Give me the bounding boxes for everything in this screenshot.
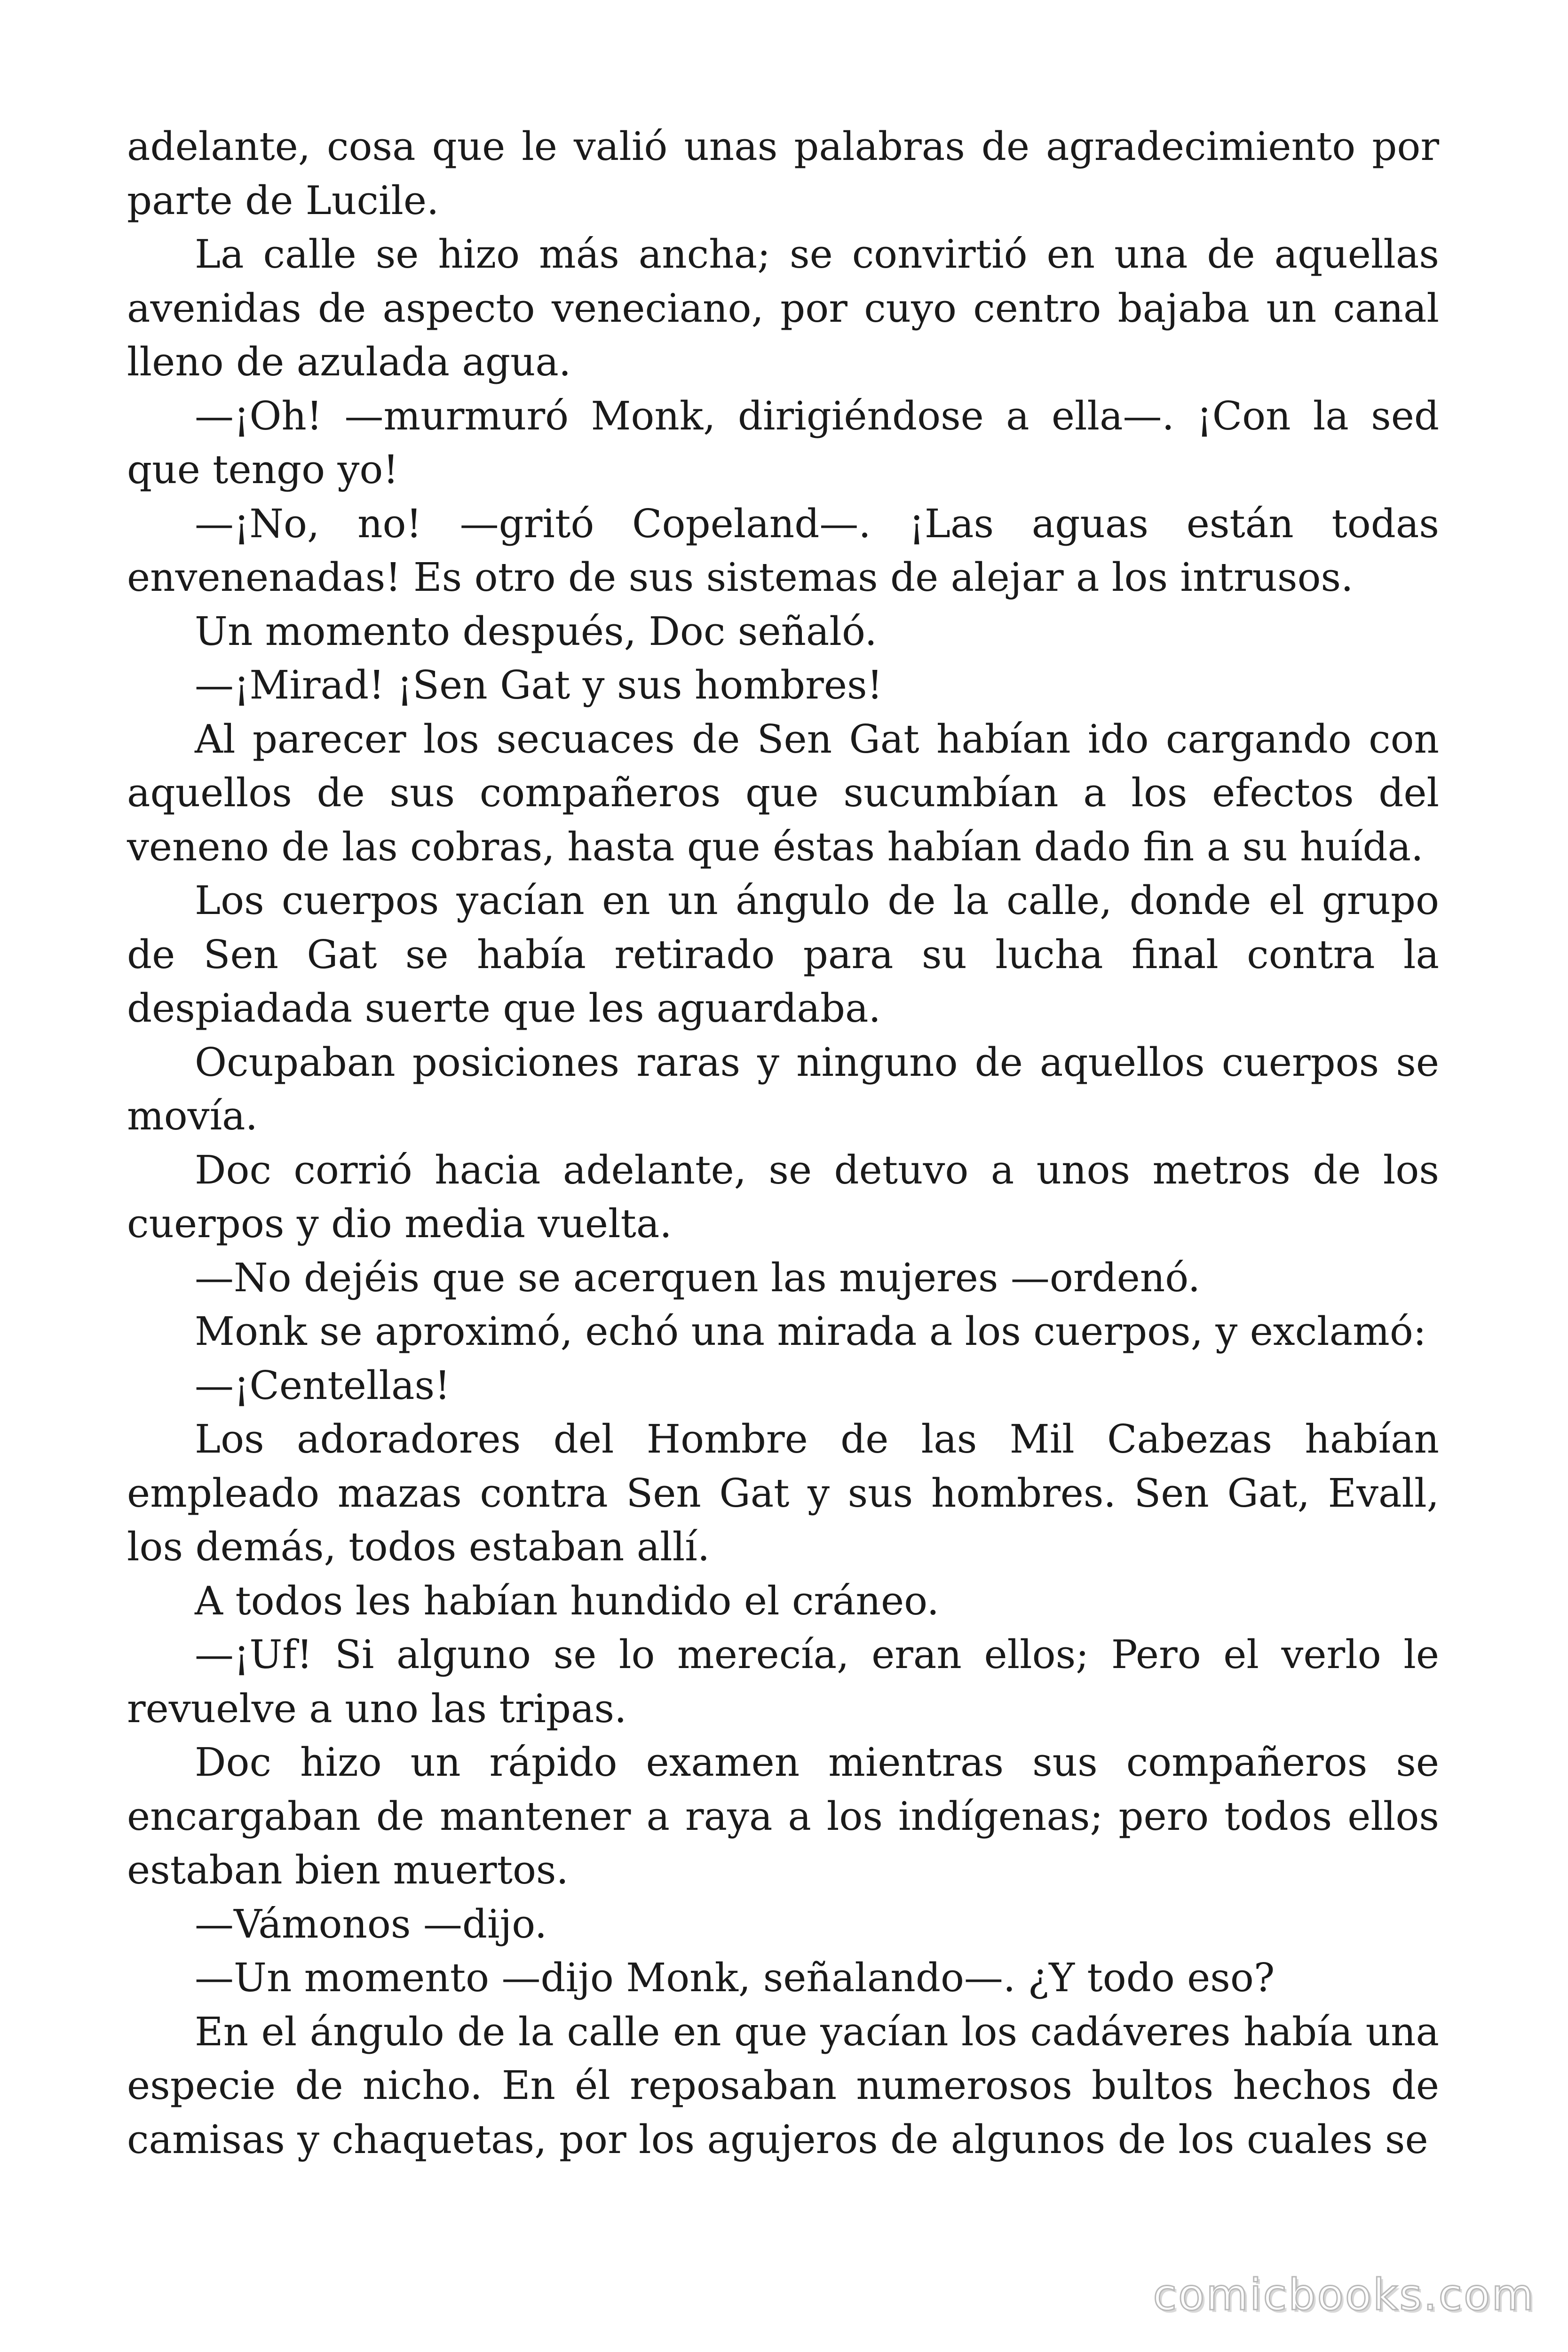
paragraph: Doc corrió hacia adelante, se detuvo a unos metros de los cuerpos y dio media vuelta. <box>127 1147 1439 1247</box>
paragraph: Al parecer los secuaces de Sen Gat habían ido cargando con aquellos de sus compañeros que sucumbían a los efectos del veneno de las cobras, hasta que éstas habían dado fin a su huída. <box>127 716 1439 870</box>
paragraph: Los adoradores del Hombre de las Mil Cabezas habían empleado mazas contra Sen Gat y sus hombres. Sen Gat, Evall, los demás, todos estaban allí. <box>127 1416 1439 1570</box>
paragraph: —¡Mirad! ¡Sen Gat y sus hombres! <box>195 662 883 708</box>
watermark-logo: comicbooks.com <box>1153 2270 1535 2320</box>
paragraph: —¡Uf! Si alguno se lo merecía, eran ellos; Pero el verlo le revuelve a uno las tripas. <box>127 1632 1439 1732</box>
paragraph: A todos les habían hundido el cráneo. <box>195 1578 939 1624</box>
paragraph: En el ángulo de la calle en que yacían los cadáveres había una especie de nicho. En él reposaban numerosos bultos hechos de camisas y chaquetas, por los agujeros de algunos de los cuales se <box>127 2009 1439 2162</box>
paragraph: —¡Oh! —murmuró Monk, dirigiéndose a ella—. ¡Con la sed que tengo yo! <box>127 393 1439 493</box>
paragraph: —Un momento —dijo Monk, señalando—. ¿Y todo eso? <box>195 1955 1275 2001</box>
paragraph: —¡No, no! —gritó Copeland—. ¡Las aguas están todas envenenadas! Es otro de sus sistemas de alejar a los intrusos. <box>127 501 1439 600</box>
paragraph: La calle se hizo más ancha; se convirtió en una de aquellas avenidas de aspecto veneciano, por cuyo centro bajaba un canal lleno de azulada agua. <box>127 231 1439 385</box>
paragraph: —No dejéis que se acerquen las mujeres —ordenó. <box>195 1255 1201 1301</box>
paragraph: Ocupaban posiciones raras y ninguno de aquellos cuerpos se movía. <box>127 1039 1439 1139</box>
paragraph: Un momento después, Doc señaló. <box>195 608 877 654</box>
paragraph: —Vámonos —dijo. <box>195 1901 547 1947</box>
body-text <box>127 120 1439 2167</box>
paragraph: adelante, cosa que le valió unas palabras de agradecimiento por parte de Lucile. <box>127 124 1439 223</box>
paragraph: Monk se aproximó, echó una mirada a los cuerpos, y exclamó: <box>195 1309 1426 1354</box>
paragraph: —¡Centellas! <box>195 1362 451 1408</box>
paragraph: Doc hizo un rápido examen mientras sus compañeros se encargaban de mantener a raya a los indígenas; pero todos ellos estaban bien muertos. <box>127 1740 1439 1893</box>
paragraph: Los cuerpos yacían en un ángulo de la calle, donde el grupo de Sen Gat se había retirado para su lucha final contra la despiadada suerte que les aguardaba. <box>127 878 1439 1031</box>
